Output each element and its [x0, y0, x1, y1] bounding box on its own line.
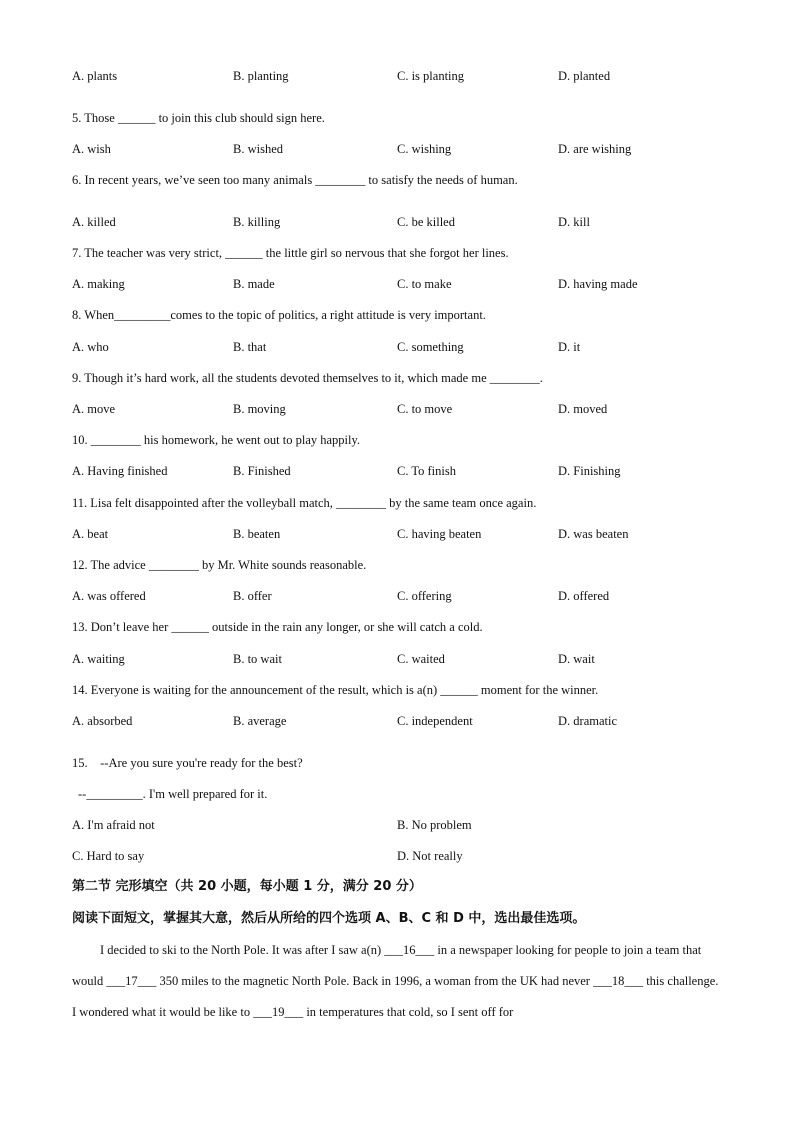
question-stem: 5. Those ______ to join this club should sign here.	[72, 111, 325, 125]
question-stem: 10. ________ his homework, he went out to play happily.	[72, 433, 361, 447]
option-a: A. plants	[72, 69, 118, 83]
option-d: D. planted	[558, 69, 611, 83]
question-stem: 7. The teacher was very strict, ______ the little girl so nervous that she forgot her lines.	[72, 246, 509, 260]
option-b: B. planting	[233, 69, 289, 83]
question-options: A. killed B. killing C. be killed D. kill	[72, 215, 590, 229]
question-options: A. waiting B. to wait C. waited D. wait	[72, 652, 595, 666]
question-options: C. Hard to say D. Not really	[72, 849, 463, 863]
question-options: A. absorbed B. average C. independent D. dramatic	[72, 714, 618, 728]
question-stem: 6. In recent years, we’ve seen too many animals ________ to satisfy the needs of human.	[72, 173, 518, 187]
question-stem: 11. Lisa felt disappointed after the volleyball match, ________ by the same team once again.	[72, 496, 537, 510]
passage-text: I decided to ski to the North Pole. It was after I saw a(n) ___16___ in a newspaper looking for people to join a team that would ___17___ 350 miles to the magnetic North Pole. Back in 1996, a woman from the UK had never ___18___ this challenge. I wondered what it would be like to ___19___ in temperatures that cold, so I sent off for	[72, 943, 719, 1019]
question-stem: 12. The advice ________ by Mr. White sounds reasonable.	[72, 558, 367, 572]
question-options: A. beat B. beaten C. having beaten D. was beaten	[72, 527, 629, 541]
option-c: C. is planting	[397, 69, 465, 83]
section-instruction: 阅读下面短文，掌握其大意，然后从所给的四个选项 A、B、C 和 D 中，选出最佳选项。	[72, 911, 586, 926]
cloze-passage	[72, 935, 722, 1028]
q4-options	[72, 67, 732, 85]
question-stem: 13. Don’t leave her ______ outside in the rain any longer, or she will catch a cold.	[72, 620, 483, 634]
question-stem: 8. When_________comes to the topic of politics, a right attitude is very important.	[72, 308, 486, 322]
question-options: A. wish B. wished C. wishing D. are wishing	[72, 142, 632, 156]
question-options: A. was offered B. offer C. offering D. offered	[72, 589, 610, 603]
question-options: A. who B. that C. something D. it	[72, 340, 581, 354]
section-title: 第二节 完形填空（共 20 小题，每小题 1 分，满分 20 分）	[72, 879, 422, 894]
dialogue-reply: --_________. I'm well prepared for it.	[78, 787, 268, 801]
question-options: A. move B. moving C. to move D. moved	[72, 402, 608, 416]
question-options: A. Having finished B. Finished C. To finish D. Finishing	[72, 464, 621, 478]
question-stem: 9. Though it’s hard work, all the students devoted themselves to it, which made me ________.	[72, 371, 543, 385]
question-options: A. I'm afraid not B. No problem	[72, 818, 472, 832]
question-options: A. making B. made C. to make D. having made	[72, 277, 638, 291]
question-stem: 14. Everyone is waiting for the announcement of the result, which is a(n) ______ moment for the winner.	[72, 683, 599, 697]
question-stem: 15. --Are you sure you're ready for the best?	[72, 756, 303, 770]
